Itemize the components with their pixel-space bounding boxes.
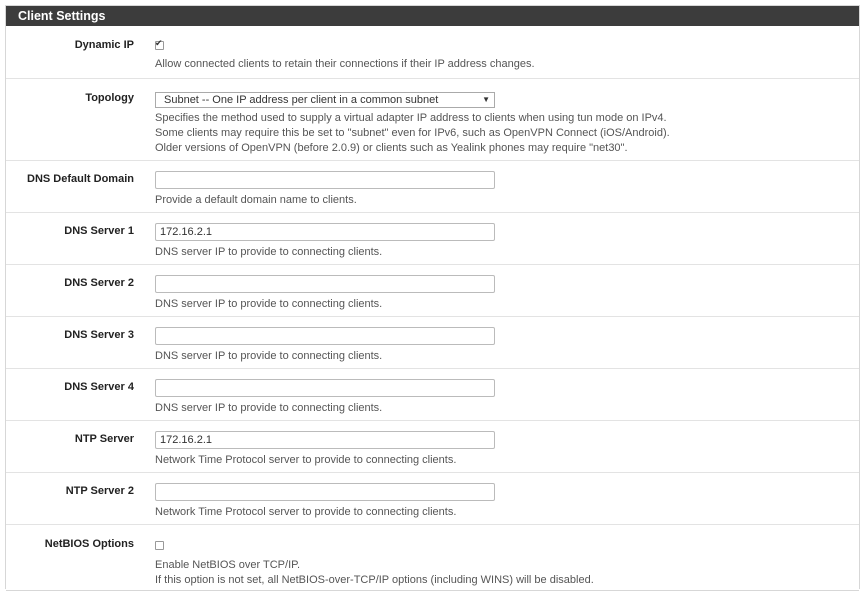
ntp-server-2-help: Network Time Protocol server to provide to connecting clients. xyxy=(155,506,457,518)
dynamic-ip-help: Allow connected clients to retain their connections if their IP address changes. xyxy=(155,58,535,70)
dns-server-4-help: DNS server IP to provide to connecting clients. xyxy=(155,402,383,414)
ntp-server-2-label: NTP Server 2 xyxy=(65,485,134,497)
dynamic-ip-checkbox[interactable] xyxy=(155,41,164,50)
dns-default-domain-help: Provide a default domain name to clients. xyxy=(155,194,357,206)
topology-help-line: Older versions of OpenVPN (before 2.0.9) or clients such as Yealink phones may require "net30". xyxy=(155,142,628,154)
dns-server-3-input[interactable] xyxy=(155,327,495,345)
topology-help xyxy=(155,111,859,156)
dns-server-2-row xyxy=(6,265,859,317)
dns-server-1-label: DNS Server 1 xyxy=(64,225,134,237)
topology-help-line: Some clients may require this be set to "subnet" even for IPv6, such as OpenVPN Connect (iOS/Android). xyxy=(155,127,670,139)
dns-server-2-input[interactable] xyxy=(155,275,495,293)
chevron-down-icon: ▼ xyxy=(482,95,490,104)
topology-help-line: Specifies the method used to supply a virtual adapter IP address to clients when using tun mode on IPv4. xyxy=(155,112,667,124)
ntp-server-input[interactable] xyxy=(155,431,495,449)
ntp-server-help: Network Time Protocol server to provide to connecting clients. xyxy=(155,454,457,466)
dns-server-3-help: DNS server IP to provide to connecting clients. xyxy=(155,350,383,362)
netbios-label: NetBIOS Options xyxy=(44,538,134,550)
topology-select[interactable] xyxy=(155,92,495,108)
ntp-server-2-row xyxy=(6,473,859,525)
dns-server-2-help: DNS server IP to provide to connecting clients. xyxy=(155,298,383,310)
dns-server-1-help: DNS server IP to provide to connecting clients. xyxy=(155,246,383,258)
ntp-server-2-input[interactable] xyxy=(155,483,495,501)
dns-server-4-label: DNS Server 4 xyxy=(64,381,134,393)
dns-default-domain-row xyxy=(6,161,859,213)
dns-server-1-input[interactable] xyxy=(155,223,495,241)
dns-server-2-label: DNS Server 2 xyxy=(64,277,134,289)
ntp-server-label: NTP Server xyxy=(74,433,134,445)
topology-row xyxy=(6,79,859,161)
dns-default-domain-input[interactable] xyxy=(155,171,495,189)
dns-default-domain-label: DNS Default Domain xyxy=(27,173,134,185)
netbios-row xyxy=(6,525,859,591)
dns-server-4-row xyxy=(6,369,859,421)
netbios-help-line: Enable NetBIOS over TCP/IP. xyxy=(155,559,301,571)
client-settings-panel xyxy=(5,5,860,589)
dns-server-3-row xyxy=(6,317,859,369)
netbios-help-line: If this option is not set, all NetBIOS-over-TCP/IP options (including WINS) will be disabled. xyxy=(155,574,594,586)
dns-server-1-row xyxy=(6,213,859,265)
topology-label: Topology xyxy=(85,92,134,104)
dns-server-4-input[interactable] xyxy=(155,379,495,397)
panel-title: Client Settings xyxy=(6,6,859,26)
dynamic-ip-label: Dynamic IP xyxy=(74,39,134,51)
ntp-server-row xyxy=(6,421,859,473)
netbios-help xyxy=(155,558,859,588)
dynamic-ip-row xyxy=(6,26,859,79)
dns-server-3-label: DNS Server 3 xyxy=(64,329,134,341)
netbios-checkbox[interactable] xyxy=(155,541,164,550)
topology-selected-value: Subnet -- One IP address per client in a common subnet xyxy=(164,94,439,106)
